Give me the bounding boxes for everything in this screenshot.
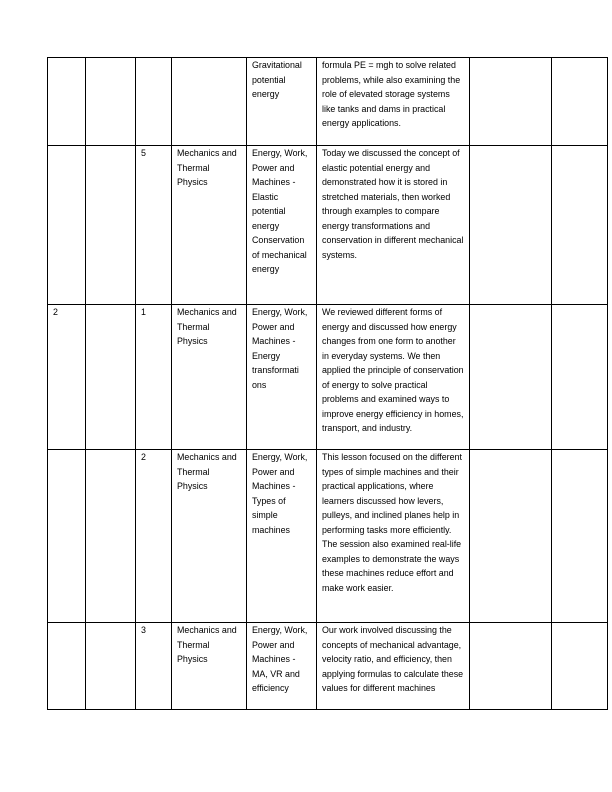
sub-strand-cell: Gravitational potential energy bbox=[247, 58, 317, 146]
blank-cell bbox=[86, 623, 136, 710]
sub-strand-cell: Energy, Work, Power and Machines - MA, VR and efficiency bbox=[247, 623, 317, 710]
blank-cell bbox=[470, 58, 552, 146]
sub-strand-cell: Energy, Work, Power and Machines - Energy transformati ons bbox=[247, 305, 317, 450]
lesson-cell: 2 bbox=[136, 450, 172, 623]
strand-cell: Mechanics and Thermal Physics bbox=[172, 450, 247, 623]
blank-cell bbox=[86, 450, 136, 623]
week-cell bbox=[48, 450, 86, 623]
reflection-cell: This lesson focused on the different types of simple machines and their practical applications, where learners discussed how levers, pulleys, and inclined planes help in performing tasks more efficiently. The session also examined real-life examples to demonstrate the ways these machines reduce effort and make work easier. bbox=[317, 450, 470, 623]
strand-cell: Mechanics and Thermal Physics bbox=[172, 305, 247, 450]
table-row bbox=[48, 623, 608, 710]
sub-strand-cell: Energy, Work, Power and Machines - Types of simple machines bbox=[247, 450, 317, 623]
strand-cell: Mechanics and Thermal Physics bbox=[172, 146, 247, 305]
sub-strand-cell: Energy, Work, Power and Machines - Elastic potential energy Conservation of mechanical energy bbox=[247, 146, 317, 305]
lesson-cell: 3 bbox=[136, 623, 172, 710]
week-cell: 2 bbox=[48, 305, 86, 450]
blank-cell bbox=[470, 450, 552, 623]
lesson-cell: 5 bbox=[136, 146, 172, 305]
lesson-cell bbox=[136, 58, 172, 146]
blank-cell bbox=[470, 305, 552, 450]
scheme-of-work-table bbox=[47, 57, 608, 710]
week-cell bbox=[48, 623, 86, 710]
blank-cell bbox=[552, 58, 608, 146]
reflection-cell: We reviewed different forms of energy and discussed how energy changes from one form to another in everyday systems. We then applied the principle of conservation of energy to solve practical problems and examined ways to improve energy efficiency in homes, transport, and industry. bbox=[317, 305, 470, 450]
blank-cell bbox=[470, 146, 552, 305]
blank-cell bbox=[552, 450, 608, 623]
blank-cell bbox=[552, 623, 608, 710]
lesson-cell: 1 bbox=[136, 305, 172, 450]
blank-cell bbox=[552, 305, 608, 450]
blank-cell bbox=[86, 305, 136, 450]
blank-cell bbox=[86, 146, 136, 305]
week-cell bbox=[48, 146, 86, 305]
table-row bbox=[48, 146, 608, 305]
strand-cell: Mechanics and Thermal Physics bbox=[172, 623, 247, 710]
strand-cell bbox=[172, 58, 247, 146]
blank-cell bbox=[470, 623, 552, 710]
blank-cell bbox=[86, 58, 136, 146]
blank-cell bbox=[552, 146, 608, 305]
week-cell bbox=[48, 58, 86, 146]
table-row bbox=[48, 305, 608, 450]
reflection-cell: Today we discussed the concept of elastic potential energy and demonstrated how it is stored in stretched materials, then worked through examples to compare energy transformations and conservation in different mechanical systems. bbox=[317, 146, 470, 305]
table-row bbox=[48, 58, 608, 146]
reflection-cell: Our work involved discussing the concepts of mechanical advantage, velocity ratio, and efficiency, then applying formulas to calculate these values for different machines bbox=[317, 623, 470, 710]
reflection-cell: formula PE = mgh to solve related problems, while also examining the role of elevated storage systems like tanks and dams in practical energy applications. bbox=[317, 58, 470, 146]
table-row bbox=[48, 450, 608, 623]
